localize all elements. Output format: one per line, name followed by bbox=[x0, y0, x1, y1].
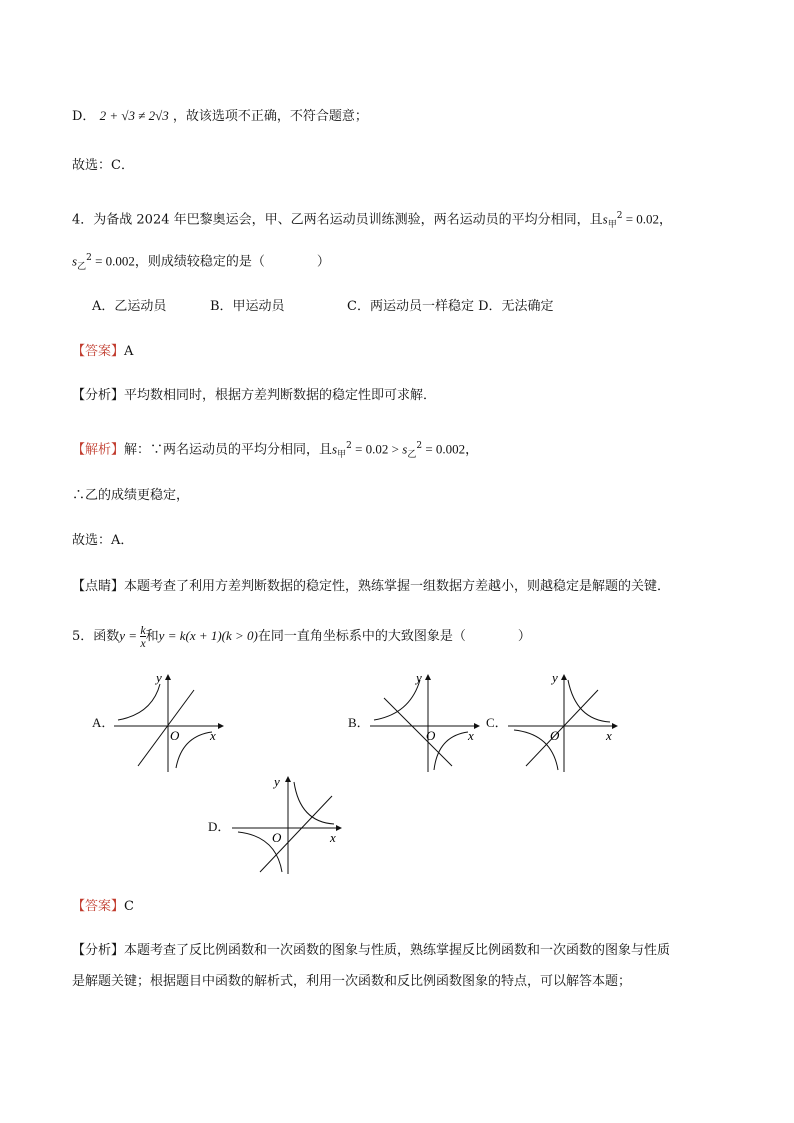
solution-4-text-b: = 0.02 > bbox=[351, 441, 403, 457]
answer-5-tag: 【答案】 bbox=[72, 899, 125, 914]
solution-4-text-a: 解：∵两名运动员的平均分相同，且 bbox=[124, 442, 333, 458]
answer-4-value: A bbox=[124, 344, 134, 359]
analysis-5-text1: 本题考查了反比例函数和一次函数的图象与性质，熟练掌握反比例函数和一次函数的图象与性质 bbox=[124, 943, 671, 958]
graph-a-hyperbola-right bbox=[176, 732, 212, 768]
solution-s-yi: s bbox=[402, 441, 408, 457]
question-5-line bbox=[72, 624, 531, 649]
graph-c-x-label: x bbox=[606, 728, 612, 743]
option-d-prefix: D． bbox=[72, 109, 96, 124]
answer-5-value: C bbox=[124, 899, 134, 914]
fraction-numerator: k bbox=[140, 623, 146, 637]
question-5-tail: 在同一直角坐标系中的大致图象是（ ） bbox=[257, 629, 531, 644]
graph-c bbox=[506, 670, 618, 774]
graph-c-line bbox=[526, 690, 598, 766]
graph-a-x-label: x bbox=[210, 728, 216, 743]
graph-d-x-arrow bbox=[336, 825, 342, 831]
answer-4-line bbox=[72, 342, 133, 362]
graph-a-label: A． bbox=[92, 715, 115, 730]
option-d-math: 2 + √3 ≠ 2√3 bbox=[99, 108, 169, 123]
choose-c-line: 故选：C． bbox=[72, 158, 134, 173]
graph-d-origin: O bbox=[272, 830, 282, 845]
graph-b bbox=[368, 670, 480, 774]
variance-sub-jia: 甲 bbox=[607, 219, 617, 230]
graph-b-x-arrow bbox=[474, 723, 480, 729]
graph-a-origin: O bbox=[170, 728, 180, 743]
question-5-function2: y = k(x + 1)(k > 0) bbox=[158, 628, 258, 643]
q4-option-b: B．甲运动员 bbox=[210, 299, 285, 314]
graph-a bbox=[112, 670, 224, 774]
graph-d-x-label: x bbox=[330, 830, 336, 845]
comment-4-line bbox=[72, 577, 670, 597]
solution-s-jia: s bbox=[332, 441, 338, 457]
question-4-text: 4．为备战 2024 年巴黎奥运会，甲、乙两名运动员训练测验，两名运动员的平均分相同，且 bbox=[72, 212, 603, 228]
graph-c-x-arrow bbox=[612, 723, 618, 729]
answer-tag: 【答案】 bbox=[72, 344, 125, 359]
solution-sub-yi: 乙 bbox=[407, 449, 417, 460]
graph-b-origin: O bbox=[426, 728, 436, 743]
variance-sub-yi: 乙 bbox=[77, 261, 87, 272]
option-d-line bbox=[72, 106, 368, 127]
solution-sup-yi: 2 bbox=[416, 441, 423, 451]
graph-a-line bbox=[138, 690, 194, 766]
graph-d-y-label: y bbox=[274, 774, 280, 789]
question-5-y: y = bbox=[119, 628, 141, 643]
analysis-4-line bbox=[72, 386, 436, 406]
variance-value-jia: = 0.02， bbox=[622, 211, 673, 227]
question-5-and: 和 bbox=[145, 629, 159, 644]
graph-c-y-label: y bbox=[552, 670, 558, 685]
graph-a-x-arrow bbox=[218, 723, 224, 729]
variance-s-yi: s bbox=[72, 253, 78, 269]
fraction-denominator: x bbox=[140, 636, 146, 650]
graph-b-label: B． bbox=[348, 715, 370, 730]
analysis-4-text: 平均数相同时，根据方差判断数据的稳定性即可求解． bbox=[124, 388, 437, 403]
variance-sup-yi: 2 bbox=[86, 253, 92, 263]
graph-b-line bbox=[384, 698, 452, 766]
variance-s-jia: s bbox=[602, 211, 608, 227]
analysis-5-line2: 是解题关键；根据题目中函数的解析式，利用一次函数和反比例函数图象的特点，可以解答本题； bbox=[72, 974, 632, 989]
answer-5-line bbox=[72, 897, 134, 917]
graph-a-y-arrow bbox=[165, 674, 171, 680]
graph-d bbox=[230, 772, 342, 876]
solution-4-line bbox=[72, 436, 478, 465]
q4-option-c-d: C．两运动员一样稳定 D．无法确定 bbox=[347, 299, 554, 314]
question-5-prefix: 5．函数 bbox=[72, 629, 120, 644]
solution-tag: 【解析】 bbox=[72, 442, 125, 458]
graph-b-x-label: x bbox=[468, 728, 474, 743]
comment-4-text: 本题考查了利用方差判断数据的稳定性，熟练掌握一组数据方差越小，则越稳定是解题的关键． bbox=[124, 579, 671, 594]
question-4-tail: ，则成绩较稳定的是（ ） bbox=[134, 254, 330, 270]
analysis-tag: 【分析】 bbox=[72, 388, 125, 403]
solution-sub-jia: 甲 bbox=[337, 449, 347, 460]
solution-sup-jia: 2 bbox=[346, 441, 352, 451]
option-d-text: ，故该选项不正确，不符合题意； bbox=[172, 109, 368, 124]
graph-d-label: D． bbox=[208, 819, 231, 834]
question-4-line1 bbox=[72, 206, 672, 235]
solution-4-text-c: = 0.002， bbox=[422, 441, 479, 457]
variance-value-yi: = 0.002 bbox=[91, 253, 135, 269]
analysis-5-tag: 【分析】 bbox=[72, 943, 125, 958]
graph-c-y-arrow bbox=[561, 674, 567, 680]
graph-c-origin: O bbox=[550, 728, 560, 743]
choose-a-line: 故选：A． bbox=[72, 533, 134, 548]
graph-a-y-label: y bbox=[156, 670, 162, 685]
question-4-line2 bbox=[72, 248, 330, 277]
therefore-line: ∴乙的成绩更稳定， bbox=[72, 488, 190, 503]
q4-option-a: A．乙运动员 bbox=[92, 299, 167, 314]
graph-c-label: C． bbox=[486, 715, 508, 730]
graph-b-y-label: y bbox=[416, 670, 422, 685]
comment-tag: 【点睛】 bbox=[72, 579, 125, 594]
variance-sup-jia: 2 bbox=[616, 211, 623, 221]
analysis-5-line1 bbox=[72, 941, 670, 961]
graph-d-y-arrow bbox=[285, 776, 291, 782]
graph-b-hyperbola-left bbox=[374, 680, 420, 720]
graph-d-hyperbola-right bbox=[294, 782, 334, 824]
graph-b-y-arrow bbox=[425, 674, 431, 680]
graph-a-hyperbola-left bbox=[118, 684, 160, 720]
graph-d-line bbox=[260, 796, 332, 872]
